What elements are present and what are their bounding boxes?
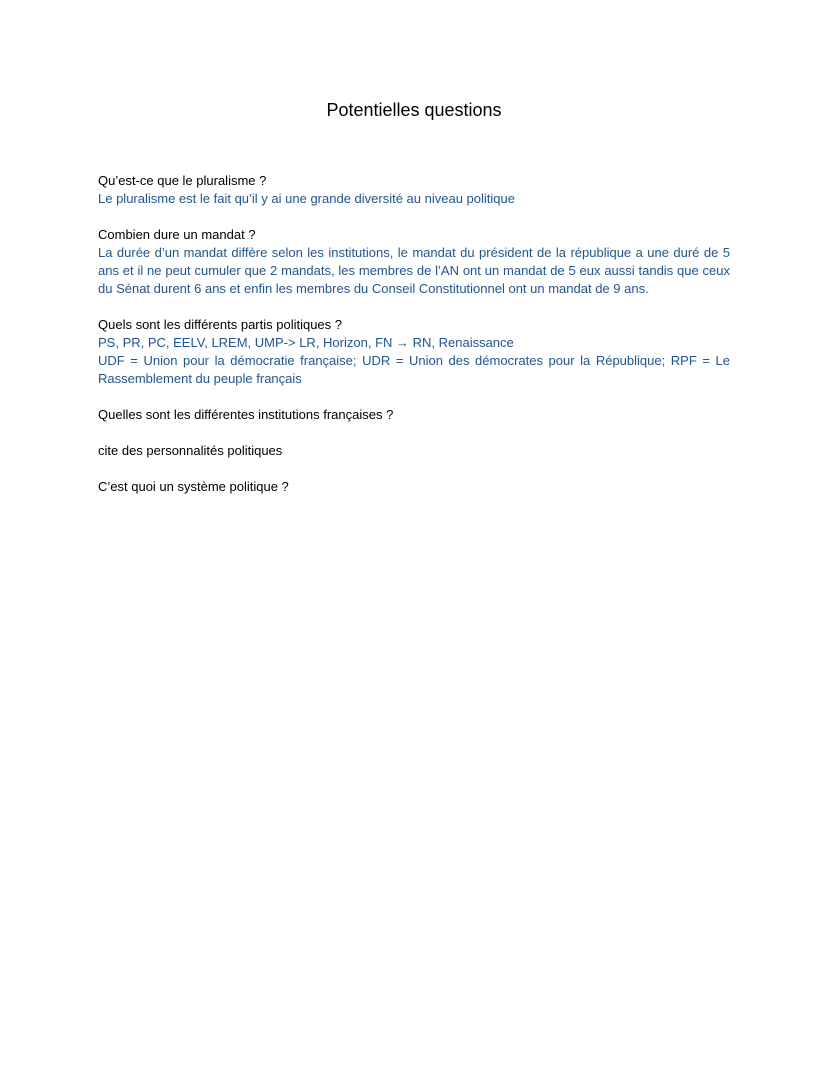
question-text: Qu’est-ce que le pluralisme ? (98, 173, 267, 188)
answer-text-party-list: PS, PR, PC, EELV, LREM, UMP-> LR, Horizon, FN → RN, Renaissance (98, 335, 514, 350)
question-block-institutions (98, 406, 730, 424)
answer-text: Le pluralisme est le fait qu’il y ai une grande diversité au niveau politique (98, 191, 515, 206)
question-text: cite des personnalités politiques (98, 443, 283, 458)
questions-list (98, 172, 730, 514)
answer-text: La durée d’un mandat diffère selon les institutions, le mandat du président de la république a une duré de 5 ans et il ne peut cumuler que 2 mandats, les membres de l’AN ont un mandat de 5 eux aussi tandis que ceux du Sénat durent 6 ans et enfin les membres du Conseil Constitutionnel ont un mandat de 9 ans. (98, 245, 730, 296)
question-block-systeme (98, 478, 730, 496)
question-block-personnalites (98, 442, 730, 460)
question-text: C’est quoi un système politique ? (98, 479, 289, 494)
question-text: Quels sont les différents partis politiques ? (98, 317, 343, 332)
question-block-pluralisme (98, 172, 730, 208)
question-block-partis (98, 316, 730, 388)
question-text: Combien dure un mandat ? (98, 227, 256, 242)
answer-text-party-definitions: UDF = Union pour la démocratie française; UDR = Union des démocrates pour la République; RPF = Le Rassemblement du peuple français (98, 353, 730, 386)
page-title: Potentielles questions (326, 100, 502, 120)
question-block-mandat (98, 226, 730, 298)
question-text: Quelles sont les différentes institutions françaises ? (98, 407, 394, 422)
